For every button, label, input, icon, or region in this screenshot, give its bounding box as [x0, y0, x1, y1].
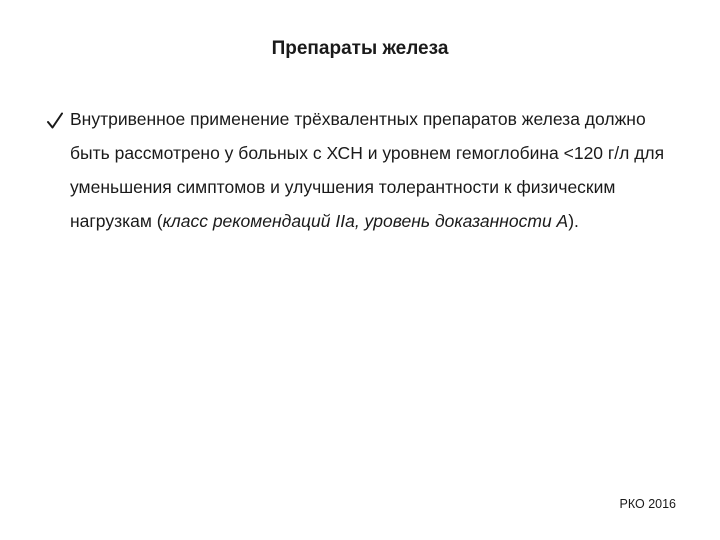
bullet-text-end: ). — [568, 211, 579, 231]
bullet-text: Внутривенное применение трёхвалентных препаратов железа должно быть рассмотрено у больных с ХСН и уровнем гемоглобина <120 г/л для уменьшения симптомов и улучшения толерантности к физическим нагрузкам ( — [70, 109, 665, 231]
bullet-item — [46, 102, 686, 238]
checkmark-icon — [46, 108, 64, 128]
footer-source: РКО 2016 — [619, 497, 676, 511]
bullet-list — [46, 102, 686, 238]
bullet-text-italic: класс рекомендаций IIa, уровень доказанности А — [162, 211, 569, 231]
slide-title: Препараты железа — [271, 38, 449, 59]
